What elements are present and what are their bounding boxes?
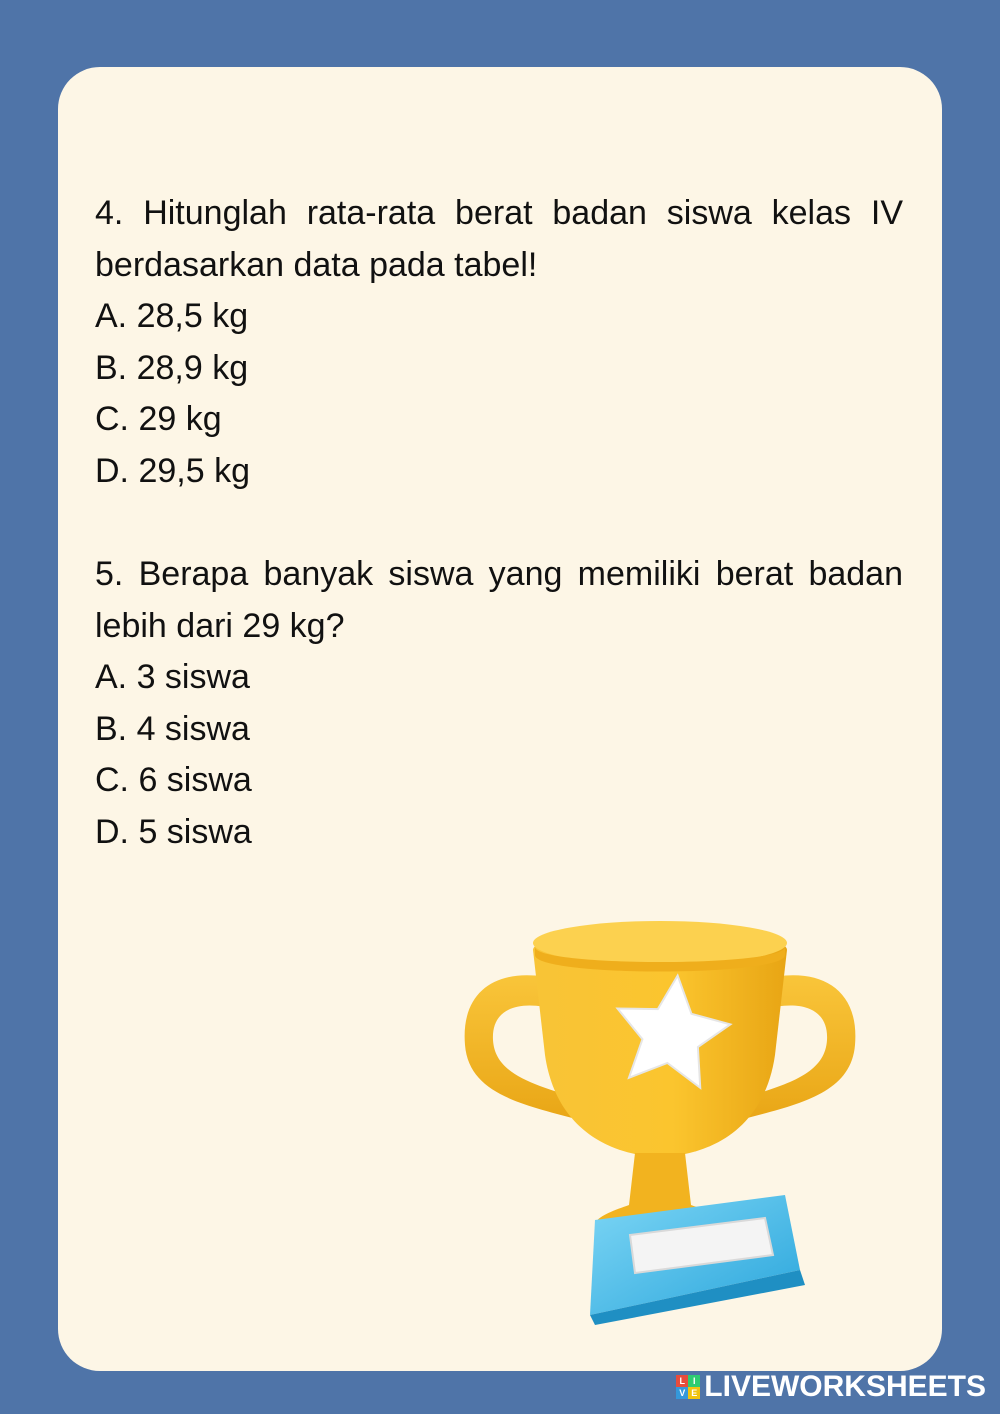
question-5	[95, 549, 903, 858]
answer-option-a[interactable]: A. 3 siswa	[95, 658, 250, 696]
answer-option-b[interactable]: B. 28,9 kg	[95, 348, 249, 387]
logo-letter-v: V	[676, 1387, 688, 1399]
trophy-icon	[455, 905, 865, 1325]
answer-option-c[interactable]: C. 29 kg	[95, 400, 222, 438]
answer-option-b[interactable]: B. 4 siswa	[95, 709, 250, 748]
question-list	[95, 188, 903, 858]
question-text: 5. Berapa banyak siswa yang memiliki berat badan lebih dari 29 kg?	[95, 555, 903, 645]
brand-name: LIVEWORKSHEETS	[704, 1370, 986, 1403]
liveworksheets-icon	[676, 1375, 700, 1399]
answer-option-c[interactable]: C. 6 siswa	[95, 761, 252, 799]
answer-option-d[interactable]: D. 5 siswa	[95, 812, 252, 851]
question-text: 4. Hitunglah rata-rata berat badan siswa kelas IV berdasarkan data pada tabel!	[95, 194, 903, 284]
logo-letter-e: E	[688, 1387, 700, 1399]
answer-option-a[interactable]: A. 28,5 kg	[95, 297, 249, 335]
answer-option-d[interactable]: D. 29,5 kg	[95, 451, 250, 490]
question-4	[95, 188, 903, 497]
liveworksheets-logo[interactable]	[676, 1370, 986, 1404]
logo-letter-i: I	[688, 1375, 700, 1387]
logo-letter-l: L	[676, 1375, 688, 1387]
